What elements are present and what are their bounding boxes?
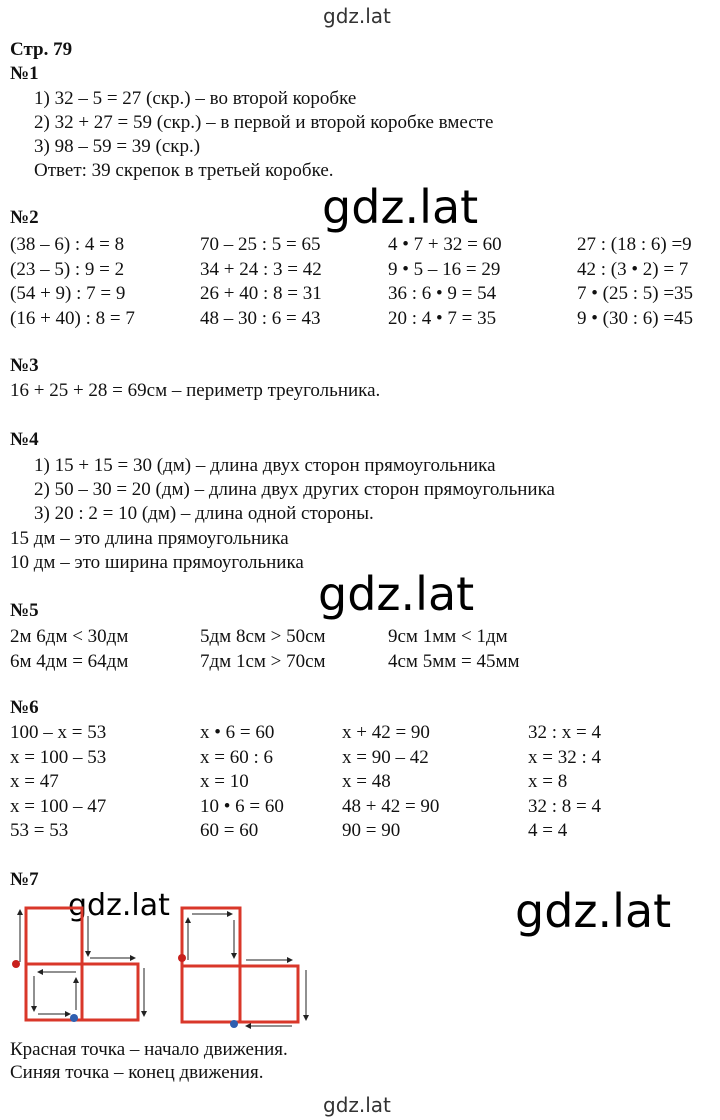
task2-cell: 48 – 30 : 6 = 43 [200,307,321,329]
task6-cell: 4 = 4 [528,820,568,841]
task4-heading: №4 [10,429,39,450]
task6-cell: x = 100 – 53 [10,746,107,768]
task6-cell: 10 • 6 = 60 [200,795,284,817]
task2-cell: 27 : (18 : 6) =9 [577,234,692,255]
page-title: Стр. 79 [10,39,73,60]
task4-note: 15 дм – это длина прямоугольника [10,528,289,549]
task6-heading: №6 [10,697,39,718]
task6-grid [10,722,720,845]
task6-cell: x = 10 [200,771,249,792]
watermark-1: gdz.lat [322,180,479,234]
task7-figure-left [10,896,170,1026]
task2-row [10,259,720,284]
figure-right-bottom-left-square [182,966,240,1022]
figure-right-end-dot [230,1020,238,1028]
task2-cell: (23 – 5) : 9 = 2 [10,258,125,280]
task5-heading: №5 [10,600,39,621]
task2-row [10,283,720,308]
task5-row [10,651,720,676]
watermark-top: gdz.lat [323,4,391,28]
task2-cell: 26 + 40 : 8 = 31 [200,283,322,304]
task7-line: Синяя точка – конец движения. [10,1062,264,1083]
task5-grid [10,626,720,675]
task6-cell: 100 – x = 53 [10,722,107,743]
figure-left-start-dot [12,960,20,968]
task7-heading: №7 [10,869,39,890]
task6-cell: x = 100 – 47 [10,795,107,817]
task2-cell: 4 • 7 + 32 = 60 [388,234,502,255]
task5-cell: 4см 5мм = 45мм [388,650,520,672]
task6-row [10,747,720,772]
task1-heading: №1 [10,63,39,84]
task2-cell: 70 – 25 : 5 = 65 [200,234,321,255]
figure-right-top-left-square [182,908,240,966]
task2-cell: 7 • (25 : 5) =35 [577,283,694,304]
task2-cell: 9 • (30 : 6) =45 [577,307,694,329]
task6-cell: x • 6 = 60 [200,722,275,743]
task6-cell: 53 = 53 [10,820,69,841]
task2-cell: 34 + 24 : 3 = 42 [200,258,322,280]
task4-line: 3) 20 : 2 = 10 (дм) – длина одной стороны. [34,503,374,524]
watermark-2: gdz.lat [318,567,475,621]
watermark-4: gdz.lat [515,884,672,938]
task4-line: 2) 50 – 30 = 20 (дм) – длина двух других сторон прямоугольника [34,479,555,500]
task5-row [10,626,720,651]
task1-answer: Ответ: 39 скрепок в третьей коробке. [34,160,334,181]
task2-cell: 36 : 6 • 9 = 54 [388,283,497,304]
task2-grid [10,234,720,332]
task2-cell: 20 : 4 • 7 = 35 [388,307,497,329]
task6-row [10,796,720,821]
task4-note: 10 дм – это ширина прямоугольника [10,552,304,573]
task5-cell: 5дм 8см > 50см [200,626,326,647]
task2-cell: 42 : (3 • 2) = 7 [577,258,689,280]
figure-left-end-dot [70,1014,78,1022]
task2-cell: 9 • 5 – 16 = 29 [388,258,501,280]
task4-line: 1) 15 + 15 = 30 (дм) – длина двух сторон прямоугольника [34,455,496,476]
task5-cell: 6м 4дм = 64дм [10,650,129,672]
task6-cell: 60 = 60 [200,820,259,841]
task7-line: Красная точка – начало движения. [10,1039,288,1060]
task6-cell: x = 47 [10,771,59,792]
task6-cell: 90 = 90 [342,820,401,841]
task1-line: 3) 98 – 59 = 39 (скр.) [34,136,201,157]
task2-heading: №2 [10,207,39,228]
task6-cell: 32 : 8 = 4 [528,795,601,817]
task6-row [10,820,720,845]
task6-cell: x = 90 – 42 [342,746,429,768]
task6-cell: x = 48 [342,771,391,792]
task2-row [10,308,720,333]
task1-line: 2) 32 + 27 = 59 (скр.) – в первой и второй коробке вместе [34,112,494,133]
task6-cell: 32 : x = 4 [528,722,601,743]
task6-cell: x + 42 = 90 [342,722,430,743]
task6-cell: x = 60 : 6 [200,746,273,768]
task2-cell: (54 + 9) : 7 = 9 [10,283,126,304]
task3-heading: №3 [10,355,39,376]
task7-figure-right [172,896,322,1031]
task5-cell: 7дм 1см > 70см [200,650,326,672]
task5-cell: 9см 1мм < 1дм [388,626,508,647]
task3-line: 16 + 25 + 28 = 69см – периметр треугольника. [10,380,381,401]
task6-row [10,771,720,796]
task6-row [10,722,720,747]
watermark-3: gdz.lat [68,888,170,923]
watermark-bottom: gdz.lat [323,1093,391,1117]
task1-line: 1) 32 – 5 = 27 (скр.) – во второй коробке [34,88,357,109]
figure-left-top-square [26,908,82,964]
figure-right-arrows [188,914,306,1026]
figure-left-bottom-right-square [82,964,138,1020]
task2-cell: (16 + 40) : 8 = 7 [10,307,135,329]
task2-cell: (38 – 6) : 4 = 8 [10,234,125,255]
figure-right-bottom-right-square [240,966,298,1022]
task6-cell: x = 32 : 4 [528,746,601,768]
task6-cell: 48 + 42 = 90 [342,795,440,817]
task6-cell: x = 8 [528,771,568,792]
task5-cell: 2м 6дм < 30дм [10,626,129,647]
figure-right-start-dot [178,954,186,962]
task2-row [10,234,720,259]
